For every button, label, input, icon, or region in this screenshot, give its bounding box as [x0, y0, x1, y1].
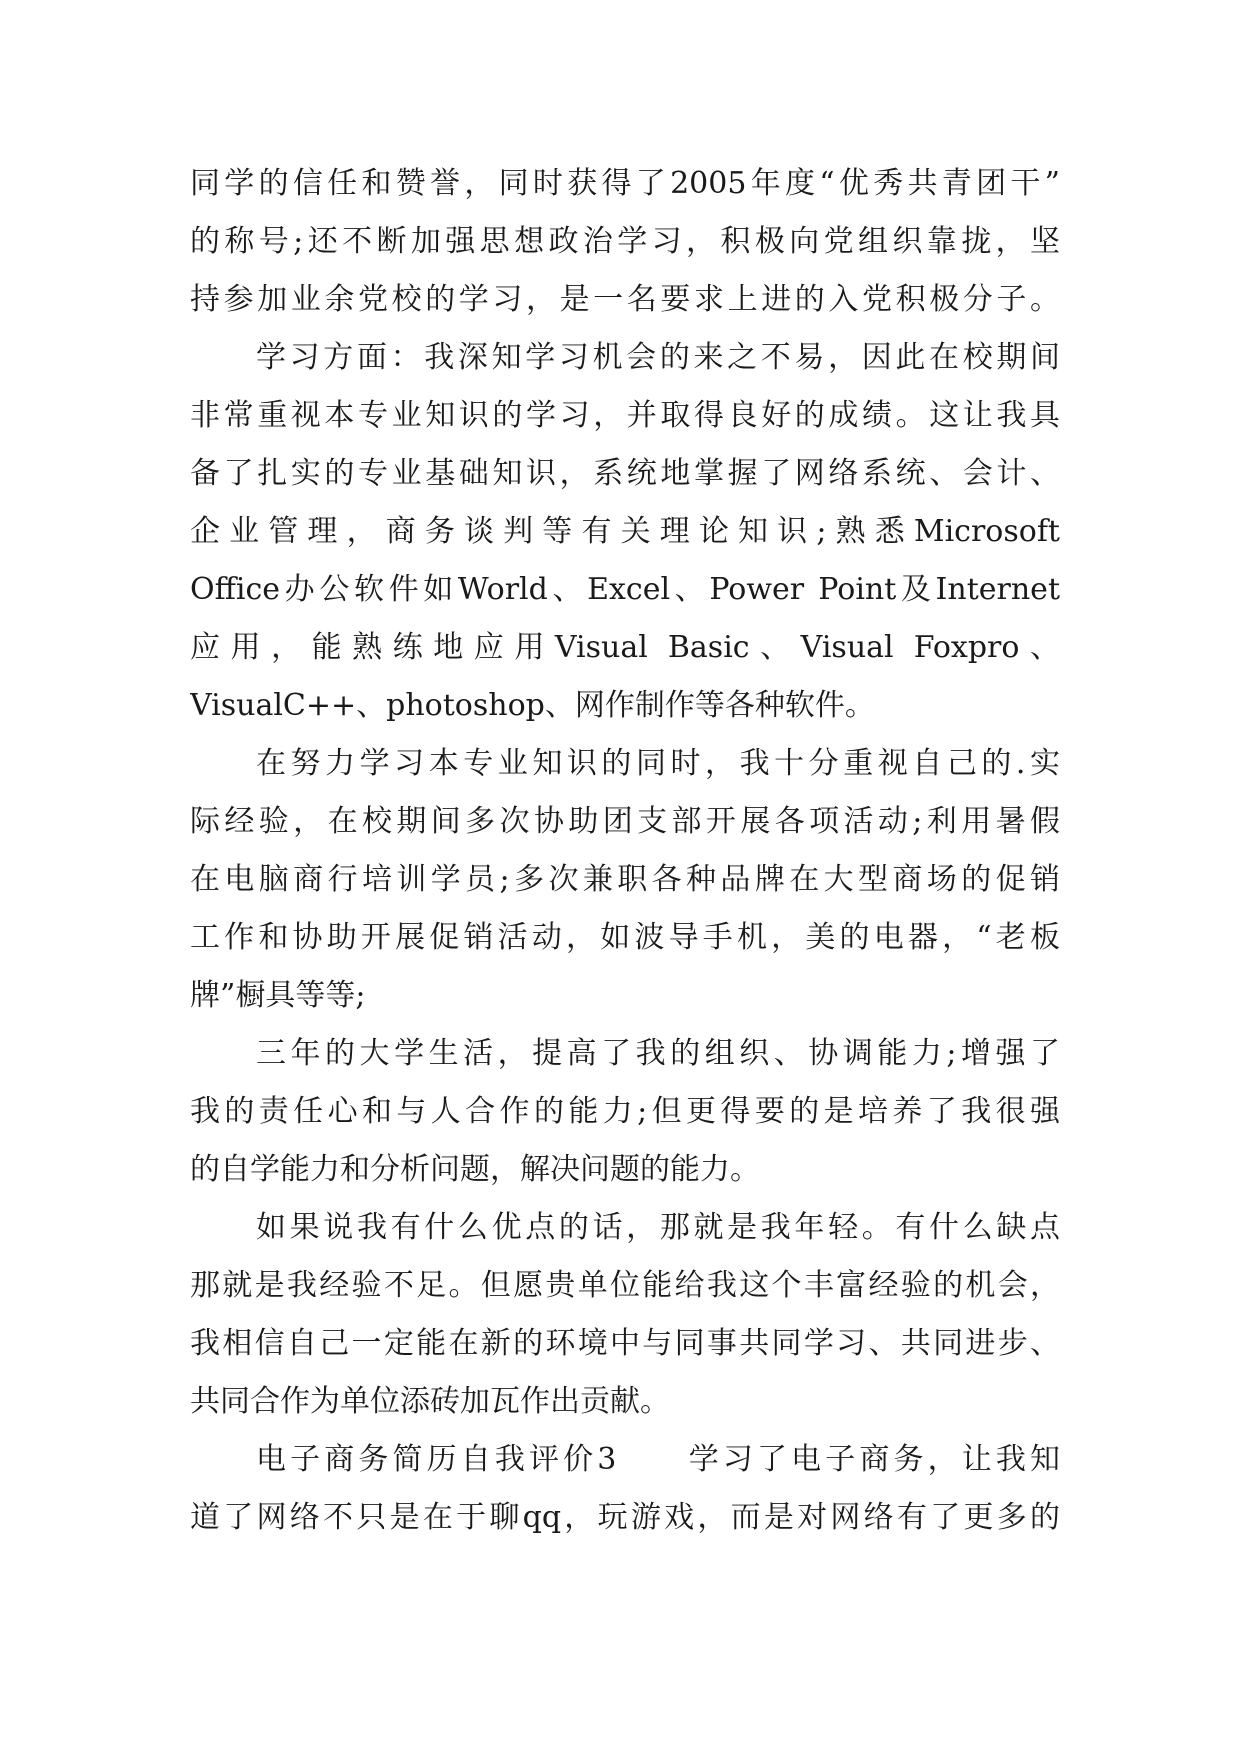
text-line: 工作和协助开展促销活动，如波导手机，美的电器，“老板 — [190, 920, 1060, 955]
text-line: 共同合作为单位添砖加瓦作出贡献。 — [190, 1384, 670, 1419]
document-body — [190, 155, 1060, 1547]
text-line: 在努力学习本专业知识的同时，我十分重视自己的.实 — [256, 746, 1060, 781]
text-line: 持参加业余党校的学习，是一名要求上进的入党积极分子。 — [190, 282, 1060, 317]
text-line: 在电脑商行培训学员;多次兼职各种品牌在大型商场的促销 — [190, 862, 1060, 897]
text-line: 的自学能力和分析问题，解决问题的能力。 — [190, 1152, 760, 1187]
text-line: 应用，能熟练地应用Visual Basic、Visual Foxpro、 — [190, 630, 1060, 665]
text-line: 那就是我经验不足。但愿贵单位能给我这个丰富经验的机会， — [190, 1268, 1060, 1303]
text-line: 如果说我有什么优点的话，那就是我年轻。有什么缺点 — [256, 1210, 1060, 1245]
text-line: 三年的大学生活，提高了我的组织、协调能力;增强了 — [256, 1036, 1060, 1071]
text-line: 企业管理，商务谈判等有关理论知识;熟悉Microsoft — [190, 514, 1060, 549]
text-line: 道了网络不只是在于聊qq，玩游戏，而是对网络有了更多的 — [190, 1500, 1060, 1535]
text-line: 同学的信任和赞誉，同时获得了2005年度“优秀共青团干” — [190, 166, 1060, 201]
text-line: 电子商务简历自我评价3 学习了电子商务，让我知 — [256, 1442, 1060, 1477]
text-line: 牌”橱具等等; — [190, 978, 366, 1013]
text-line: 际经验，在校期间多次协助团支部开展各项活动;利用暑假 — [190, 804, 1060, 839]
text-line: 我的责任心和与人合作的能力;但更得要的是培养了我很强 — [190, 1094, 1060, 1129]
text-line: 学习方面：我深知学习机会的来之不易，因此在校期间 — [256, 340, 1060, 375]
text-line: 非常重视本专业知识的学习，并取得良好的成绩。这让我具 — [190, 398, 1060, 433]
text-line: VisualC++、photoshop、网作制作等各种软件。 — [190, 688, 875, 723]
text-line: 我相信自己一定能在新的环境中与同事共同学习、共同进步、 — [190, 1326, 1060, 1361]
text-line: 备了扎实的专业基础知识，系统地掌握了网络系统、会计、 — [190, 456, 1060, 491]
text-line: 的称号;还不断加强思想政治学习，积极向党组织靠拢，坚 — [190, 224, 1060, 259]
text-line: Office办公软件如World、Excel、Power Point及Internet — [190, 572, 1060, 607]
